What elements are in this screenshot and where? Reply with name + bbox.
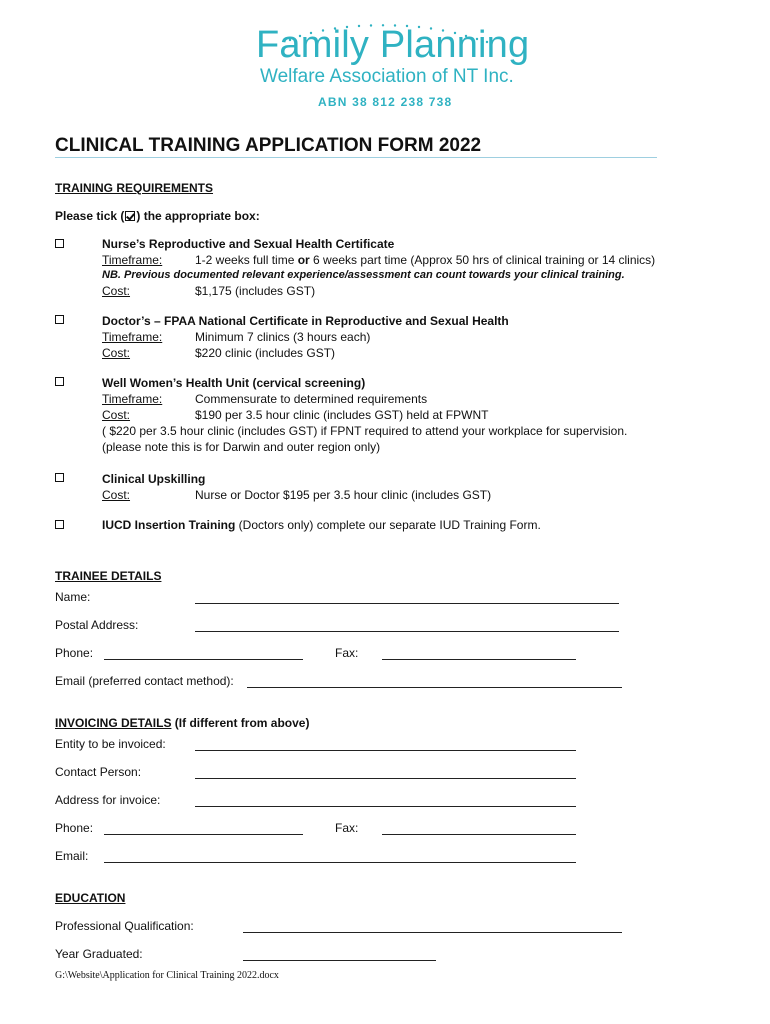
logo-abn: ABN 38 812 238 738 (318, 95, 453, 109)
invoice-phone-label: Phone: (55, 821, 94, 835)
year-graduated-label: Year Graduated: (55, 947, 143, 961)
title-divider (55, 157, 657, 158)
invoice-fax-input[interactable] (382, 834, 576, 835)
option-doctor-timeframe-label: Timeframe: (102, 330, 163, 344)
option-wwh-title: Well Women’s Health Unit (cervical screening) (102, 376, 366, 390)
checkbox-doctor-certificate[interactable] (55, 315, 64, 324)
option-wwh-timeframe-label: Timeframe: (102, 392, 163, 406)
invoicing-heading (55, 716, 309, 730)
option-upskilling-title: Clinical Upskilling (102, 472, 206, 486)
trainee-email-input[interactable] (247, 687, 622, 688)
checked-box-icon (125, 211, 135, 221)
invoice-contact-label: Contact Person: (55, 765, 142, 779)
education-heading: EDUCATION (55, 891, 126, 905)
trainee-heading: TRAINEE DETAILS (55, 569, 162, 583)
option-wwh-cost-label: Cost: (102, 408, 131, 422)
trainee-fax-label: Fax: (335, 646, 359, 660)
footer-file-path: G:\Website\Application for Clinical Training 2022.docx (55, 970, 279, 981)
trainee-name-input[interactable] (195, 603, 619, 604)
trainee-postal-label: Postal Address: (55, 618, 139, 632)
option-nurse-timeframe-label: Timeframe: (102, 253, 163, 267)
checkbox-nurse-certificate[interactable] (55, 239, 64, 248)
page-title: CLINICAL TRAINING APPLICATION FORM 2022 (55, 135, 482, 156)
option-nurse-note: NB. Previous documented relevant experience/assessment can count towards your clinical training. (102, 269, 625, 281)
invoice-entity-input[interactable] (195, 750, 576, 751)
option-doctor-timeframe: Minimum 7 clinics (3 hours each) (195, 330, 371, 344)
option-iucd-title: IUCD Insertion Training (102, 518, 236, 532)
logo-title: Family Planning (256, 24, 530, 66)
invoice-email-input[interactable] (104, 862, 576, 863)
option-wwh-region-note: (please note this is for Darwin and outer region only) (102, 440, 381, 454)
option-wwh-cost: $190 per 3.5 hour clinic (includes GST) held at FPWNT (195, 408, 489, 422)
trainee-postal-input[interactable] (195, 631, 619, 632)
tick-instruction-suffix: ) the appropriate box: (136, 209, 260, 223)
invoicing-heading-note: (If different from above) (171, 716, 310, 730)
invoicing-heading-title: INVOICING DETAILS (55, 716, 172, 730)
trainee-phone-label: Phone: (55, 646, 94, 660)
timeframe-or: or (297, 253, 310, 267)
invoice-phone-input[interactable] (104, 834, 303, 835)
checkbox-clinical-upskilling[interactable] (55, 473, 64, 482)
option-nurse-title: Nurse’s Reproductive and Sexual Health Certificate (102, 237, 395, 251)
option-nurse-cost: $1,175 (includes GST) (195, 284, 316, 298)
trainee-fax-input[interactable] (382, 659, 576, 660)
checkbox-iucd-training[interactable] (55, 520, 64, 529)
year-graduated-input[interactable] (243, 960, 436, 961)
tick-instruction-prefix: Please tick ( (55, 209, 125, 223)
option-upskilling-cost-label: Cost: (102, 488, 131, 502)
invoice-fax-label: Fax: (335, 821, 359, 835)
invoice-address-label: Address for invoice: (55, 793, 161, 807)
option-upskilling-cost: Nurse or Doctor $195 per 3.5 hour clinic (includes GST) (195, 488, 492, 502)
invoice-entity-label: Entity to be invoiced: (55, 737, 166, 751)
option-doctor-cost: $220 clinic (includes GST) (195, 346, 336, 360)
option-wwh-extra-cost: ( $220 per 3.5 hour clinic (includes GST) if FPNT required to attend your workplace for supervision. (102, 424, 628, 438)
training-heading: TRAINING REQUIREMENTS (55, 181, 214, 195)
trainee-email-label: Email (preferred contact method): (55, 674, 234, 688)
invoice-email-label: Email: (55, 849, 89, 863)
option-wwh-timeframe: Commensurate to determined requirements (195, 392, 428, 406)
timeframe-part-a: 1-2 weeks full time (195, 253, 298, 267)
logo-subtitle: Welfare Association of NT Inc. (260, 66, 514, 87)
trainee-phone-input[interactable] (104, 659, 303, 660)
option-iucd-detail: (Doctors only) complete our separate IUD Training Form. (235, 518, 541, 532)
option-doctor-cost-label: Cost: (102, 346, 131, 360)
option-doctor-title: Doctor’s – FPAA National Certificate in Reproductive and Sexual Health (102, 314, 509, 328)
option-iucd (102, 518, 541, 532)
option-nurse-timeframe (195, 253, 655, 267)
timeframe-part-b: 6 weeks part time (Approx 50 hrs of clinical training or 14 clinics) (309, 253, 656, 267)
invoice-contact-input[interactable] (195, 778, 576, 779)
option-nurse-cost-label: Cost: (102, 284, 131, 298)
qualification-input[interactable] (243, 932, 622, 933)
trainee-name-label: Name: (55, 590, 91, 604)
qualification-label: Professional Qualification: (55, 919, 194, 933)
checkbox-well-womens[interactable] (55, 377, 64, 386)
invoice-address-input[interactable] (195, 806, 576, 807)
tick-instruction (55, 209, 260, 223)
